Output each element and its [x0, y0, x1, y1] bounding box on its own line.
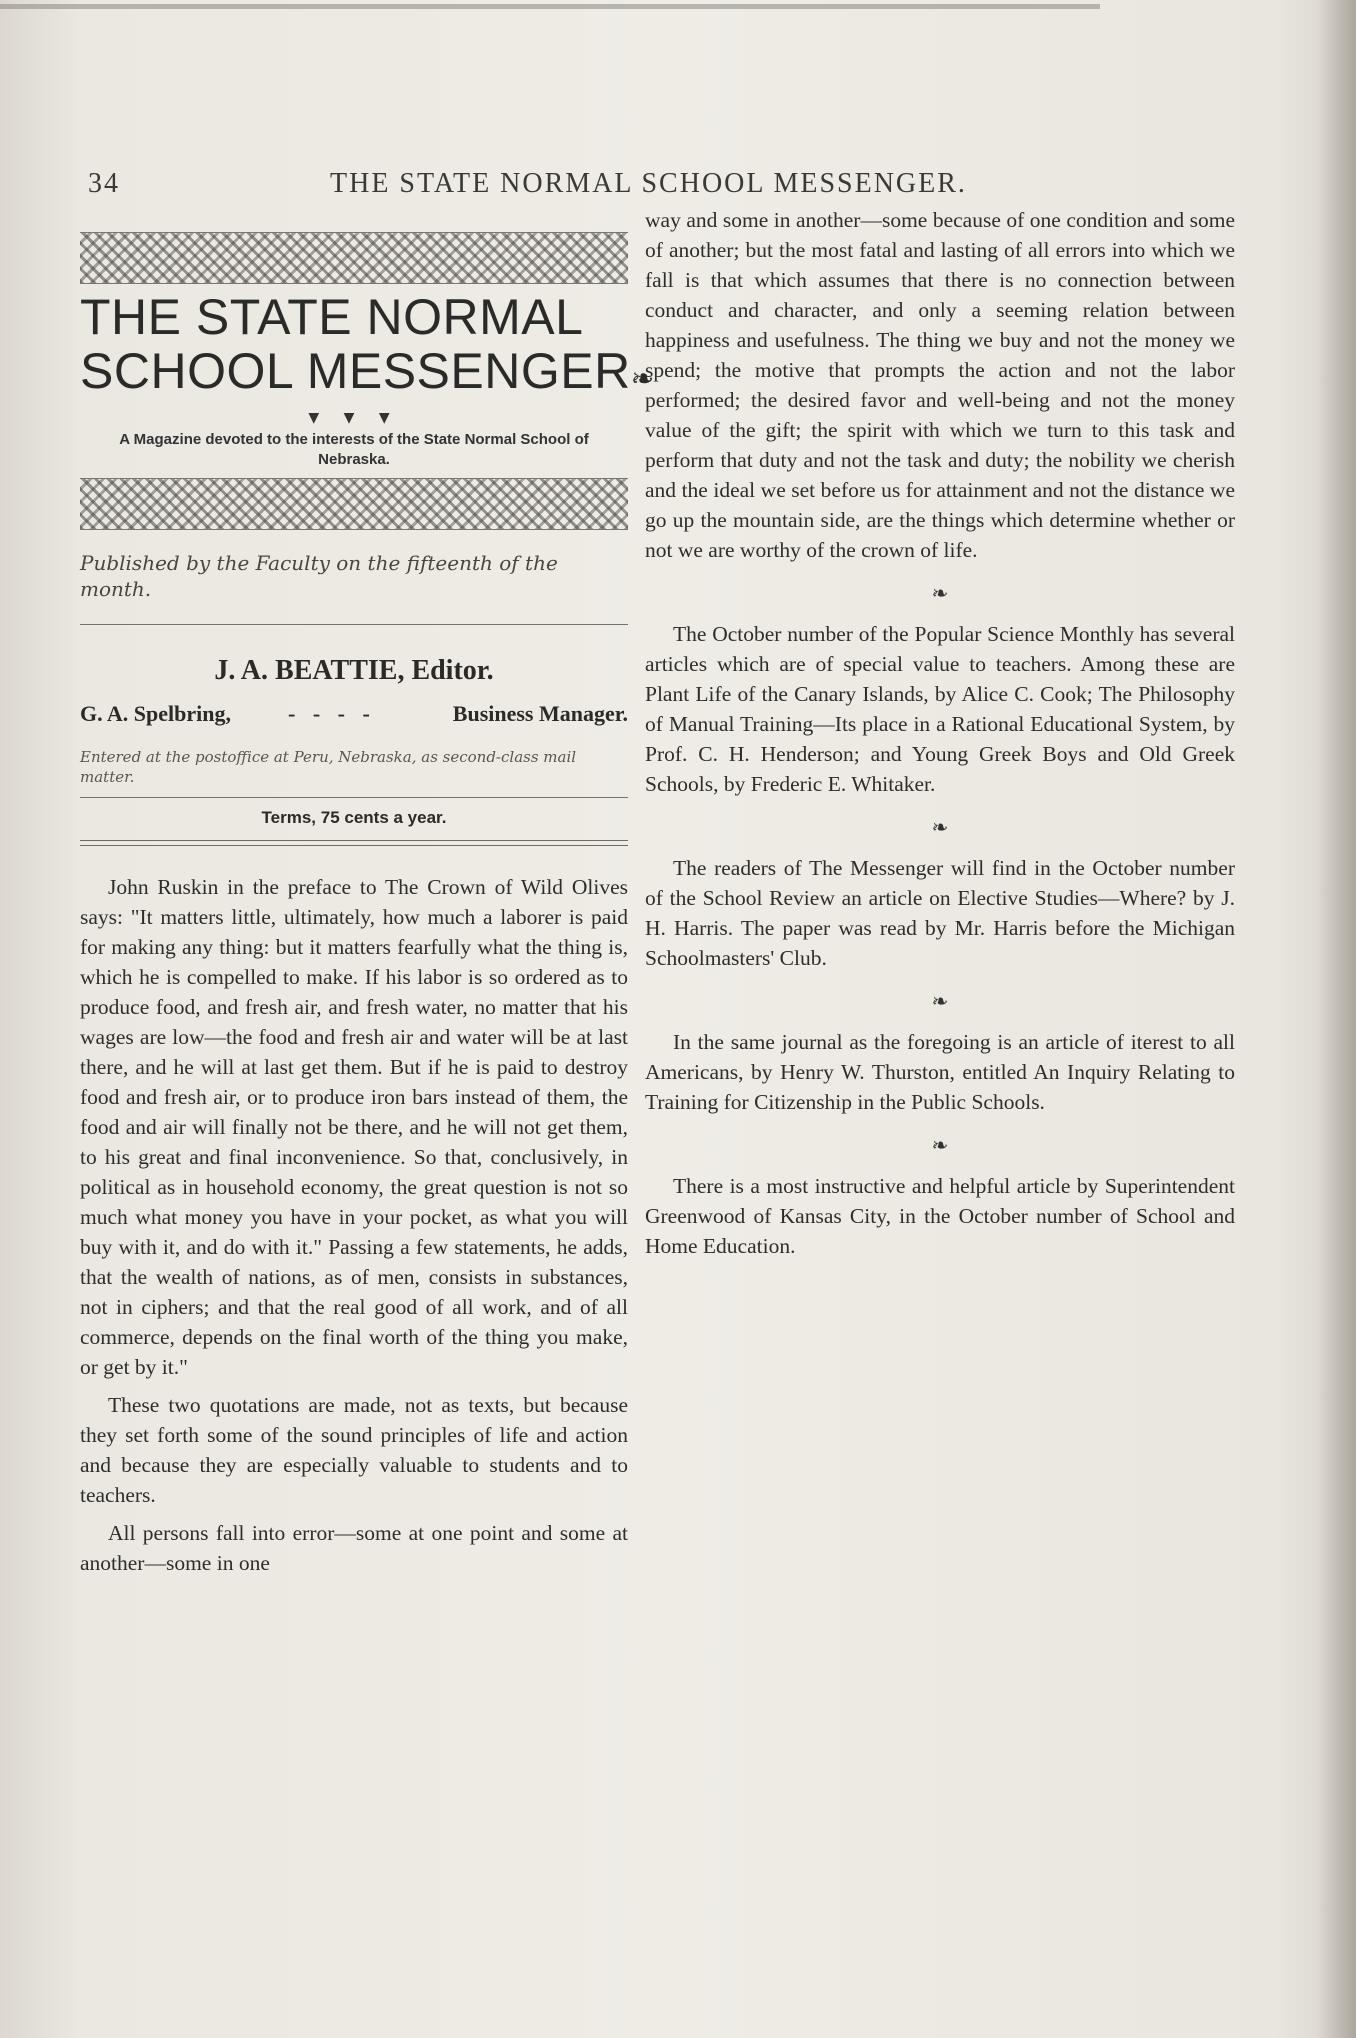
left-column [80, 232, 655, 1578]
double-divider [80, 840, 628, 846]
manager-role: Business Manager. [452, 701, 628, 726]
page-edge-shadow [1316, 0, 1356, 2038]
leaf-separator-icon: ❧ [931, 1133, 949, 1157]
running-title: THE STATE NORMAL SCHOOL MESSENGER. [330, 168, 967, 199]
article-paragraph: These two quotations are made, not as texts, but because they set forth some of the sound principles of life and action and because they are especially valuable to students and to teachers. [80, 1393, 628, 1507]
article-continuation: way and some in another—some because of one condition and some of another; but the most fatal and lasting of all errors into which we fall is that which assumes that there is no connection between conduct and character, and only a seeming relation between happiness and usefulness. The thing we buy and not the money we spend; the motive that prompts the action and not the labor performed; the desired favor and well-being and not the money value of the gift; the spirit with which we turn to this task and perform that duty and not the task and duty; the nobility we cherish and the ideal we set before us for attainment and not the distance we go up the mountain side, are the things which determine whether or not we are worthy of the crown of life. [645, 208, 1235, 562]
leaf-ornament-icon: ❧ [630, 363, 655, 394]
ornament-band-bottom [80, 478, 628, 530]
news-item: In the same journal as the foregoing is an article of iterest to all Americans, by Henry W. Thurston, entitled An Inquiry Relating to Training for Citizenship in the Public Schools. [645, 1030, 1235, 1114]
masthead-title-line2-wrap [80, 343, 655, 406]
triangle-ornaments-icon: ▼ ▼ ▼ [308, 410, 400, 426]
editor-line: J. A. BEATTIE, Editor. [214, 655, 494, 686]
article-paragraph: All persons fall into error—some at one point and some at another—some in one [80, 1521, 628, 1575]
subscription-terms: Terms, 75 cents a year. [261, 808, 447, 827]
leaf-separator-icon: ❧ [931, 581, 949, 605]
manager-name: G. A. Spelbring, [80, 701, 231, 726]
ornament-band-top [80, 232, 628, 284]
masthead-title [80, 289, 655, 406]
page-number: 34 [88, 168, 120, 199]
news-item: The October number of the Popular Science Monthly has several articles which are of special value to teachers. Among these are Plant Life of the Canary Islands, by Alice C. Cook; The Philosophy of Manual Training—Its place in a Rational Educational System, by Prof. C. H. Henderson; and Young Greek Boys and Old Greek Schools, by Frederic E. Whitaker. [645, 622, 1235, 796]
divider [80, 624, 628, 625]
divider [80, 797, 628, 798]
news-item: The readers of The Messenger will find in the October number of the School Review an article on Elective Studies—Where? by J. H. Harris. The paper was read by Mr. Harris before the Michigan Schoolmasters' Club. [645, 856, 1235, 970]
article-paragraph: John Ruskin in the preface to The Crown of Wild Olives says: "It matters little, ultimately, how much a laborer is paid for making any thing: but it matters fearfully what the thing is, which he is compelled to make. If his labor is so ordered as to produce food, and fresh air, and fresh water, no matter that his wages are low—the food and fresh air and water will be at last there, and he will at last get them. But if he is paid to destroy food and fresh air, or to produce iron bars instead of them, the food and air will finally not be there, and he will not get them, to his great and final inconvenience. So that, conclusively, in political as in household economy, the great question is not so much what money you have in your pocket, as what you will buy with it, and do with it." Passing a few statements, he adds, that the wealth of nations, as of men, consists in substances, not in ciphers; and that the real good of all work, and of all commerce, depends on the final worth of the thing you make, or get by it." [80, 875, 628, 1379]
masthead-title-line2: SCHOOL MESSENGER [80, 343, 631, 399]
leaf-separator-icon: ❧ [931, 815, 949, 839]
masthead-tagline: A Magazine devoted to the interests of the State Normal School of Nebraska. [119, 431, 589, 468]
running-header [88, 168, 1268, 204]
top-edge-rule [0, 4, 1100, 9]
business-manager-line [80, 697, 628, 729]
leaf-separator-icon: ❧ [931, 989, 949, 1013]
masthead-title-line1: THE STATE NORMAL [80, 289, 584, 345]
news-item: There is a most instructive and helpful article by Superintendent Greenwood of Kansas City, in the October number of School and Home Education. [645, 1174, 1235, 1258]
postal-entry-note: Entered at the postoffice at Peru, Nebraska, as second-class mail matter. [80, 748, 577, 786]
publication-note: Published by the Faculty on the fifteenth of the month. [80, 551, 558, 601]
manager-leader-dots: - - - - [288, 701, 376, 726]
right-column [645, 205, 1235, 1261]
